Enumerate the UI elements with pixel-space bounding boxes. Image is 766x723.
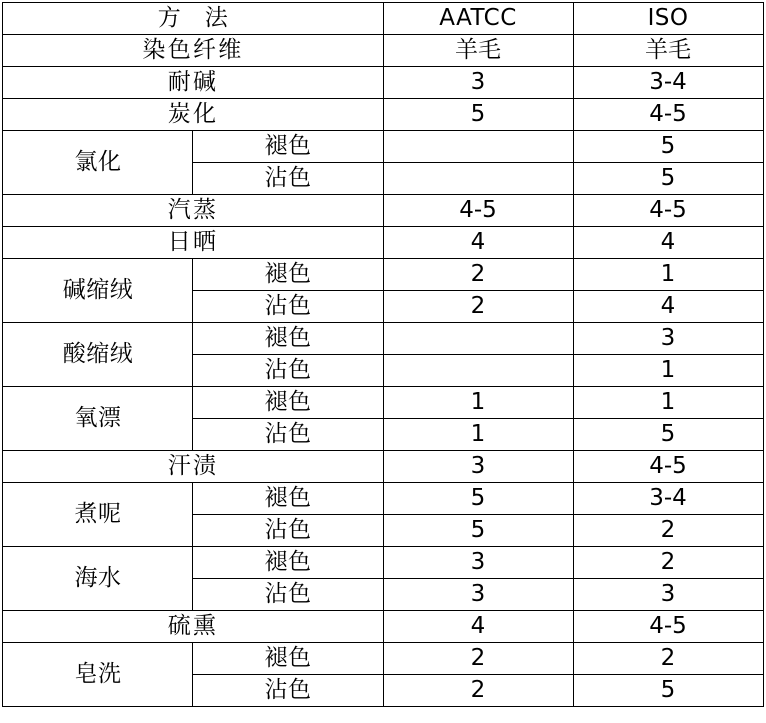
cell-subitem: 褪色: [193, 131, 383, 163]
cell-aatcc: 3: [383, 67, 573, 99]
cell-subitem: 褪色: [193, 323, 383, 355]
cell-iso: 3: [573, 323, 763, 355]
cell-aatcc: 4-5: [383, 195, 573, 227]
cell-iso: 羊毛: [573, 35, 763, 67]
cell-aatcc: AATCC: [383, 3, 573, 35]
cell-iso: 1: [573, 387, 763, 419]
cell-method: 汽蒸: [3, 195, 383, 227]
cell-aatcc: [383, 323, 573, 355]
cell-iso: 4-5: [573, 195, 763, 227]
table-row: [3, 99, 763, 131]
cell-aatcc: [383, 163, 573, 195]
cell-aatcc: 4: [383, 611, 573, 643]
table-row: [3, 195, 763, 227]
cell-method: 炭化: [3, 99, 383, 131]
table-row: [3, 643, 763, 675]
cell-iso: 2: [573, 515, 763, 547]
cell-aatcc: 2: [383, 259, 573, 291]
cell-subitem: 沾色: [193, 515, 383, 547]
cell-iso: 1: [573, 259, 763, 291]
cell-method: 海水: [3, 547, 193, 611]
cell-aatcc: 羊毛: [383, 35, 573, 67]
cell-aatcc: 5: [383, 483, 573, 515]
table-row: [3, 131, 763, 163]
table-row: [3, 323, 763, 355]
table-body: [3, 3, 763, 707]
table-row: [3, 451, 763, 483]
cell-aatcc: 2: [383, 291, 573, 323]
cell-iso: 3: [573, 579, 763, 611]
cell-method: 氯化: [3, 131, 193, 195]
cell-iso: ISO: [573, 3, 763, 35]
cell-iso: 5: [573, 131, 763, 163]
cell-method: 日晒: [3, 227, 383, 259]
cell-aatcc: 3: [383, 579, 573, 611]
cell-iso: 5: [573, 675, 763, 707]
cell-iso: 4-5: [573, 99, 763, 131]
table-row: [3, 227, 763, 259]
cell-subitem: 沾色: [193, 419, 383, 451]
cell-aatcc: 2: [383, 643, 573, 675]
cell-aatcc: 4: [383, 227, 573, 259]
table-row: [3, 35, 763, 67]
cell-method: 硫熏: [3, 611, 383, 643]
cell-aatcc: 3: [383, 547, 573, 579]
table-row: [3, 547, 763, 579]
cell-aatcc: 3: [383, 451, 573, 483]
cell-aatcc: 5: [383, 99, 573, 131]
cell-method: 酸缩绒: [3, 323, 193, 387]
cell-subitem: 褪色: [193, 387, 383, 419]
cell-aatcc: [383, 355, 573, 387]
cell-aatcc: 1: [383, 387, 573, 419]
cell-iso: 5: [573, 163, 763, 195]
cell-subitem: 沾色: [193, 291, 383, 323]
cell-iso: 4: [573, 227, 763, 259]
document-page: [0, 2, 766, 723]
table-row: [3, 387, 763, 419]
cell-subitem: 沾色: [193, 163, 383, 195]
cell-subitem: 沾色: [193, 355, 383, 387]
cell-subitem: 褪色: [193, 643, 383, 675]
cell-aatcc: 1: [383, 419, 573, 451]
cell-method: 染色纤维: [3, 35, 383, 67]
cell-method: 碱缩绒: [3, 259, 193, 323]
cell-iso: 5: [573, 419, 763, 451]
cell-iso: 2: [573, 547, 763, 579]
cell-subitem: 沾色: [193, 675, 383, 707]
table-row: [3, 67, 763, 99]
cell-method: 方 法: [3, 3, 383, 35]
table-row: [3, 3, 763, 35]
cell-aatcc: 5: [383, 515, 573, 547]
table-row: [3, 611, 763, 643]
cell-subitem: 褪色: [193, 259, 383, 291]
cell-aatcc: 2: [383, 675, 573, 707]
table-row: [3, 483, 763, 515]
cell-subitem: 沾色: [193, 579, 383, 611]
cell-method: 煮呢: [3, 483, 193, 547]
cell-subitem: 褪色: [193, 547, 383, 579]
cell-method: 耐碱: [3, 67, 383, 99]
cell-method: 皂洗: [3, 643, 193, 707]
cell-iso: 3-4: [573, 67, 763, 99]
cell-method: 氧漂: [3, 387, 193, 451]
cell-iso: 1: [573, 355, 763, 387]
cell-iso: 2: [573, 643, 763, 675]
cell-aatcc: [383, 131, 573, 163]
cell-iso: 4-5: [573, 451, 763, 483]
cell-iso: 3-4: [573, 483, 763, 515]
cell-subitem: 褪色: [193, 483, 383, 515]
cell-method: 汗渍: [3, 451, 383, 483]
table-row: [3, 259, 763, 291]
cell-iso: 4-5: [573, 611, 763, 643]
cell-iso: 4: [573, 291, 763, 323]
comparison-table: [2, 2, 763, 707]
